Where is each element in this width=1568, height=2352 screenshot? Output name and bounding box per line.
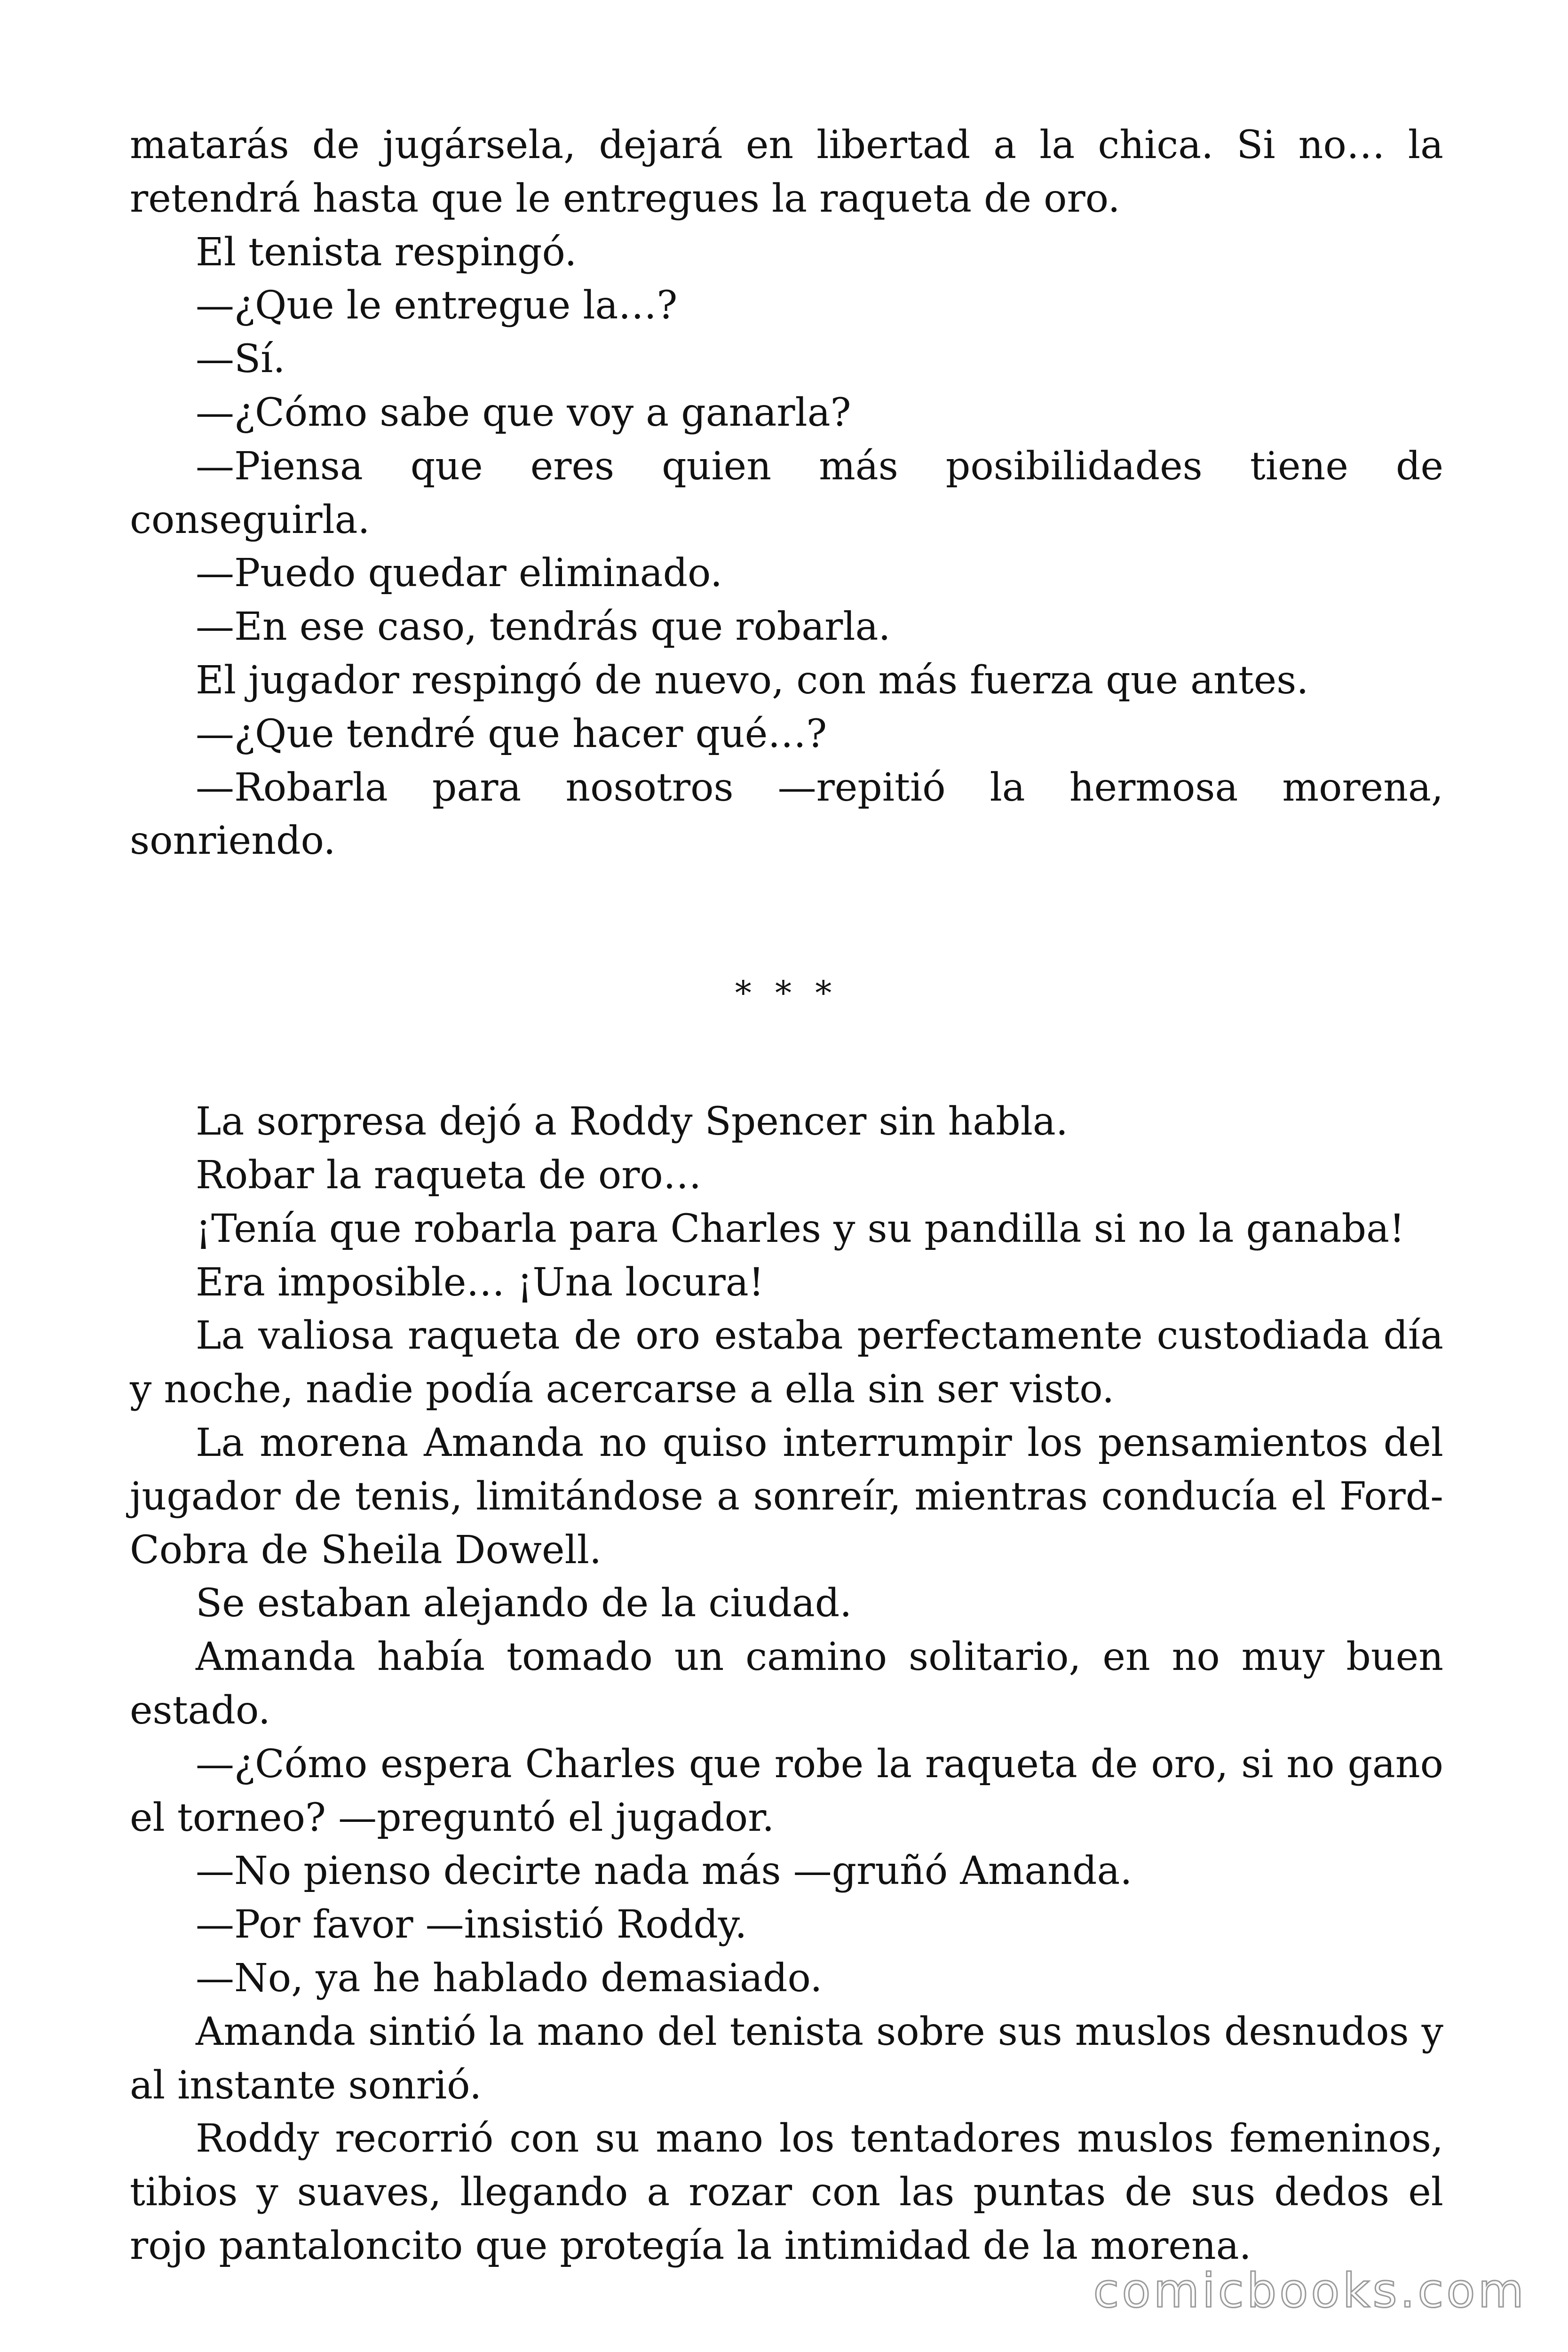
paragraph: La morena Amanda no quiso interrumpir los pensamientos del jugador de tenis, limitándose a sonreír, mientras conducía el Ford-Cobra de Sheila Dowell. (130, 1420, 1443, 1573)
book-page (130, 119, 1443, 2273)
paragraph: —¿Cómo espera Charles que robe la raqueta de oro, si no gano el torneo? —preguntó el jugador. (130, 1741, 1443, 1840)
paragraph: —No pienso decirte nada más —gruñó Amanda. (196, 1849, 1132, 1894)
section-separator (130, 868, 1443, 1095)
text-block-before (130, 119, 1443, 868)
paragraph: El tenista respingó. (196, 230, 577, 275)
separator-asterisks: * * * (735, 974, 839, 1013)
paragraph: Era imposible… ¡Una locura! (196, 1260, 764, 1305)
text-block-after (130, 1095, 1443, 2273)
paragraph: —En ese caso, tendrás que robarla. (196, 604, 891, 650)
paragraph: —Por favor —insistió Roddy. (196, 1902, 747, 1947)
paragraph: Se estaban alejando de la ciudad. (196, 1581, 852, 1626)
paragraph: matarás de jugársela, dejará en libertad a la chica. Si no… la retendrá hasta que le entregues la raqueta de oro. (130, 123, 1443, 221)
watermark-logo: comicbooks.com (1093, 2263, 1527, 2318)
paragraph: —¿Cómo sabe que voy a ganarla? (196, 390, 851, 435)
paragraph: —¿Que tendré que hacer qué…? (196, 711, 827, 756)
paragraph: —Puedo quedar eliminado. (196, 551, 723, 596)
paragraph: Amanda sintió la mano del tenista sobre sus muslos desnudos y al instante sonrió. (130, 2009, 1443, 2108)
paragraph: El jugador respingó de nuevo, con más fuerza que antes. (196, 658, 1309, 703)
paragraph: —Sí. (196, 337, 285, 382)
paragraph: —¿Que le entregue la…? (196, 283, 678, 328)
paragraph: —Piensa que eres quien más posibilidades tiene de conseguirla. (130, 444, 1443, 542)
paragraph: Robar la raqueta de oro… (196, 1152, 702, 1198)
paragraph: La valiosa raqueta de oro estaba perfectamente custodiada día y noche, nadie podía acercarse a ella sin ser visto. (130, 1313, 1443, 1412)
paragraph: Roddy recorrió con su mano los tentadores muslos femeninos, tibios y suaves, llegando a rozar con las puntas de sus dedos el rojo pantaloncito que protegía la intimidad de la morena. (130, 2116, 1443, 2268)
paragraph: La sorpresa dejó a Roddy Spencer sin habla. (196, 1099, 1068, 1144)
paragraph: —Robarla para nosotros —repitió la hermosa morena, sonriendo. (130, 765, 1443, 864)
paragraph: —No, ya he hablado demasiado. (196, 1955, 823, 2001)
paragraph: Amanda había tomado un camino solitario, en no muy buen estado. (130, 1635, 1443, 1733)
paragraph: ¡Tenía que robarla para Charles y su pandilla si no la ganaba! (196, 1206, 1405, 1251)
